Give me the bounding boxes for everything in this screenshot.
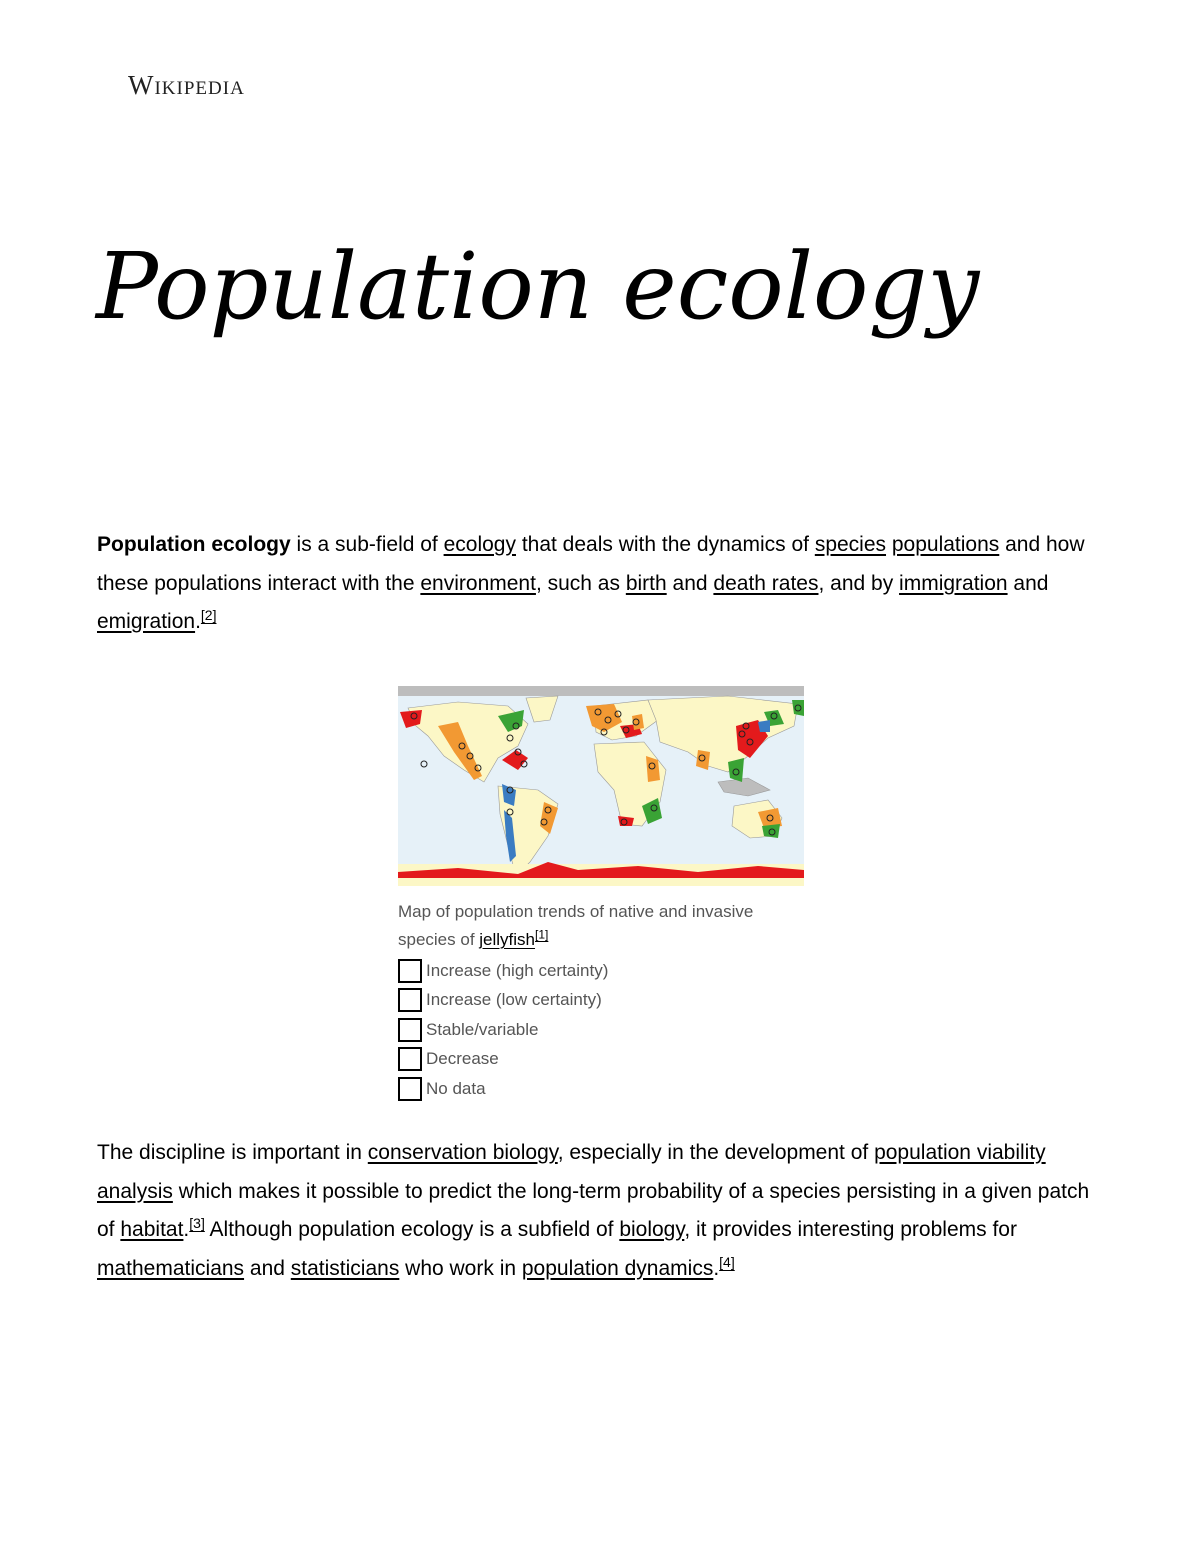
page-title: Population ecology [96,233,980,340]
link-conservation-biology[interactable]: conservation biology [367,1141,558,1164]
reference-1[interactable]: [1] [535,927,549,942]
reference-3[interactable]: [3] [189,1215,205,1231]
legend-swatch [398,1077,422,1101]
link-mathematicians[interactable]: mathematicians [97,1256,245,1280]
jellyfish-world-map[interactable] [398,686,804,886]
link-population-viability-analysis[interactable]: population viability analysis [97,1141,1046,1203]
link-population-dynamics[interactable]: population dynamics [521,1256,714,1280]
link-populations[interactable]: populations [891,533,1000,556]
legend-swatch [398,1047,422,1071]
legend-item [398,1074,808,1104]
wikipedia-logo[interactable]: Wikipedia [128,70,245,100]
legend-label: Stable/variable [426,1019,539,1039]
legend-item [398,956,808,986]
link-ecology[interactable]: ecology [443,533,516,556]
link-species[interactable]: species [814,533,887,556]
link-statisticians[interactable]: statisticians [290,1256,400,1280]
reference-2[interactable]: [2] [200,607,217,623]
link-immigration[interactable]: immigration [899,571,1008,595]
intro-paragraph: Population ecology is a sub-field of ecology that deals with the dynamics of species populations and how these populations interact with the environment, such as birth and death rates, and by immigration and emigration.[2] [97,533,1085,633]
map-legend [398,956,808,1104]
legend-item [398,1045,808,1075]
legend-label: Increase (high certainty) [426,960,609,980]
link-biology[interactable]: biology [619,1218,685,1241]
reference-4[interactable]: [4] [719,1253,735,1270]
legend-item [398,986,808,1016]
link-habitat[interactable]: habitat [120,1218,184,1241]
link-birth[interactable]: birth [625,571,667,595]
link-emigration[interactable]: emigration [97,610,196,633]
link-death-rates[interactable]: death rates [713,571,819,595]
legend-label: Decrease [426,1049,499,1069]
legend-swatch [398,988,422,1012]
body-paragraph: The discipline is important in conservation biology, especially in the development of population viability analysis which makes it possible to predict the long-term probability of a species persisting in a given patch of habitat.[3] Although population ecology is a subfield of biology, it provides interesting problems for mathematicians and statisticians who work in population dynamics.[4] [97,1141,1090,1280]
legend-label: No data [426,1078,486,1098]
legend-item [398,1015,808,1045]
figure-caption: Map of population trends of native and invasive species of jellyfish[1] [398,902,754,949]
bold-term: Population ecology [97,533,291,556]
link-environment[interactable]: environment [420,571,536,595]
legend-swatch [398,959,422,983]
jellyfish-map-figure [398,686,808,1104]
link-jellyfish[interactable]: jellyfish [479,930,536,949]
legend-swatch [398,1018,422,1042]
legend-label: Increase (low certainty) [426,990,602,1010]
